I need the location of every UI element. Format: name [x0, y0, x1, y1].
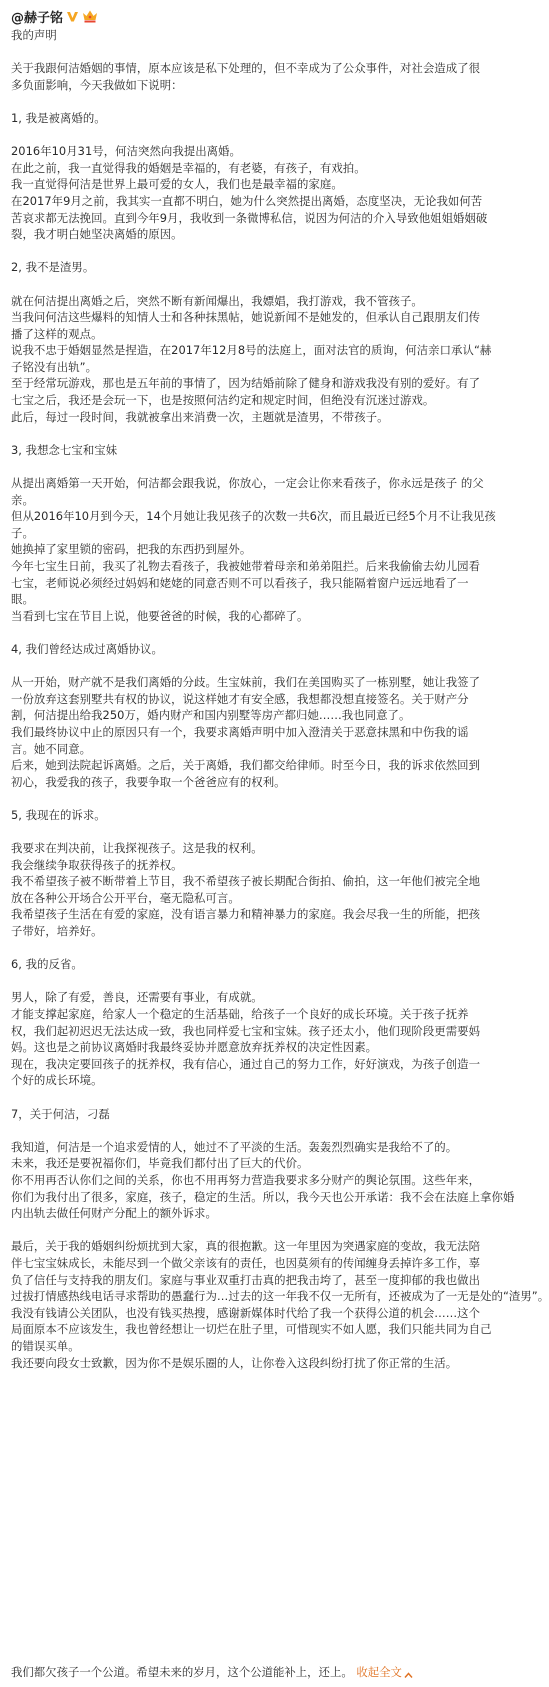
- text-line: 我要求在判决前，让我探视孩子。这是我的权利。: [11, 841, 263, 856]
- text-line: 你不用再否认你们之间的关系，你也不用再努力营造我要求多分财产的舆论氛围。这些年来，: [11, 1172, 481, 1187]
- text-line: 的错误买单。: [11, 1338, 80, 1353]
- section-heading: 1, 我是被离婚的。: [11, 110, 106, 125]
- text-line: 放在各种公开场合公开平台，毫无隐私可言。: [11, 890, 240, 905]
- collapse-label: 收起全文: [356, 1665, 402, 1679]
- text-line: 至于经常玩游戏，那也是五年前的事情了，因为结婚前除了健身和游戏我没有别的爱好。有了: [11, 376, 481, 391]
- section-heading: 7，关于何洁，刁磊: [11, 1106, 110, 1121]
- section-3: [11, 442, 496, 625]
- post-header: [11, 5, 490, 27]
- text-line: 伴七宝宝妹成长，未能尽到一个做父亲该有的责任，也因莫须有的传闻缠身丢掉许多工作，辜: [11, 1255, 481, 1270]
- text-line: 我知道，何洁是一个追求爱情的人，她过不了平淡的生活。轰轰烈烈确实是我给不了的。: [11, 1139, 458, 1154]
- vip-crown-icon: [82, 9, 98, 23]
- text-line: 一份放弃这套别墅共有权的协议，说这样她才有安全感，我想都没想直接签名。关于财产分: [11, 691, 469, 706]
- text-line: 权，我们起初迟迟无法达成一致，我也同样爱七宝和宝妹。孩子还太小，他们现阶段更需要妈: [11, 1023, 481, 1038]
- text-line: 局面原本不应该发生，我也曾经想让一切烂在肚子里，可惜现实不如人愿，我们只能共同为自己: [11, 1322, 492, 1337]
- text-line: 多负面影响，今天我做如下说明：: [11, 77, 183, 92]
- text-line: 在2017年9月之前，我其实一直都不明白，她为什么突然提出离婚，态度坚决，无论我如何苦: [11, 193, 483, 208]
- last-line-text: 我们都欠孩子一个公道。希望未来的岁月，这个公道能补上，还上。: [11, 1665, 353, 1679]
- text-line: 我没有钱请公关团队，也没有钱买热搜，感谢新媒体时代给了我一个获得公道的机会……这个: [11, 1305, 481, 1320]
- text-line: 子带好，培养好。: [11, 924, 103, 939]
- post-body: [11, 27, 549, 1371]
- section-heading: 5, 我现在的诉求。: [11, 807, 106, 822]
- text-line: 苦哀求都无法挽回。直到今年9月，我收到一条微博私信，说因为何洁的介入导致他姐姐婚姻破: [11, 210, 488, 225]
- section-heading: 4, 我们曾经达成过离婚协议。: [11, 641, 163, 656]
- text-line: 就在何洁提出离婚之后，突然不断有新闻爆出，我嫖娼，我打游戏，我不管孩子。: [11, 293, 423, 308]
- text-line: 七宝，老师说必须经过妈妈和姥姥的同意否则不可以看孩子，我只能隔着窗户远远地看了一: [11, 575, 469, 590]
- text-line: 初心，我爱我的孩子，我要争取一个爸爸应有的权利。: [11, 774, 286, 789]
- text-line: 七宝之后，我还是会玩一下，也是按照何洁约定和规定时间，但绝没有沉迷过游戏。: [11, 393, 435, 408]
- chevron-up-icon: [404, 1668, 413, 1677]
- section-heading: 2, 我不是渣男。: [11, 260, 95, 275]
- text-line: 个好的成长环境。: [11, 1073, 103, 1088]
- text-line: 关于我跟何洁婚姻的事情，原本应该是私下处理的，但不幸成为了公众事件，对社会造成了很: [11, 61, 481, 76]
- text-line: 现在，我决定要回孩子的抚养权，我有信心，通过自己的努力工作，好好演戏，为孩子创造一: [11, 1056, 481, 1071]
- section-heading: 6, 我的反省。: [11, 957, 83, 972]
- text-line: 今年七宝生日前，我买了礼物去看孩子，我被她带着母亲和弟弟阻拦。后来我偷偷去幼儿园看: [11, 559, 481, 573]
- author-name[interactable]: @赫子铭: [11, 10, 64, 26]
- text-line: 子铭没有出轨”。: [11, 359, 98, 374]
- last-line: [11, 1664, 491, 1680]
- text-line: 男人，除了有爱，善良，还需要有事业，有成就。: [11, 990, 263, 1005]
- intro-paragraph: [11, 60, 490, 93]
- text-line: 此后，每过一段时间，我就被拿出来消费一次，主题就是渣男，不带孩子。: [11, 409, 389, 424]
- text-line: 后来，她到法院起诉离婚。之后，关于离婚，我们都交给律师。时至今日，我的诉求依然回到: [11, 758, 481, 773]
- text-line: 负了信任与支持我的朋友们。家庭与事业双重打击真的把我击垮了，甚至一度抑郁的我也做出: [11, 1272, 481, 1287]
- text-line: 播了这样的观点。: [11, 326, 103, 341]
- text-line: 说我不忠于婚姻显然是捏造，在2017年12月8号的法庭上，面对法官的质询，何洁亲口承认“赫: [11, 343, 492, 358]
- section-heading: 3, 我想念七宝和宝妹: [11, 442, 118, 457]
- text-line: 她换掉了家里锁的密码，把我的东西扔到屋外。: [11, 542, 252, 557]
- text-line: 2016年10月31号，何洁突然向我提出离婚。: [11, 144, 241, 159]
- section-4: [11, 641, 490, 790]
- text-line: 才能支撑起家庭，给家人一个稳定的生活基础，给孩子一个良好的成长环境。关于孩子抚养: [11, 1007, 469, 1022]
- text-line: 从一开始，财产就不是我们离婚的分歧。生宝妹前，我们在美国购买了一栋别墅，她让我签了: [11, 675, 481, 690]
- section-1: [11, 110, 490, 243]
- text-line: 最后，关于我的婚姻纠纷烦扰到大家，真的很抱歉。这一年里因为突遇家庭的变故，我无法陪: [11, 1239, 481, 1254]
- text-line: 当看到七宝在节目上说，他要爸爸的时候，我的心都碎了。: [11, 608, 309, 623]
- section-6: [11, 956, 490, 1089]
- text-line: 我们最终协议中止的原因只有一个，我要求离婚声明中加入澄清关于恶意抹黑和中伤我的谣: [11, 724, 469, 739]
- text-line: 我不希望孩子被不断带着上节目，我不希望孩子被长期配合街拍、偷拍，这一年他们被完全地: [11, 874, 481, 889]
- collapse-full-text-link[interactable]: [356, 1665, 413, 1679]
- text-line: 当我问何洁这些爆料的知情人士和各种抹黑帖，她说新闻不是她发的，但承认自己跟朋友们传: [11, 310, 481, 325]
- closing-paragraph: [11, 1238, 549, 1371]
- text-line: 从提出离婚第一天开始，何洁都会跟我说，你放心，一定会让你来看孩子，你永远是孩子 的父: [11, 476, 484, 491]
- text-line: 你们为我付出了很多，家庭，孩子，稳定的生活。所以，我今天也公开承诺：我不会在法庭上拿你婚: [11, 1189, 515, 1204]
- verified-v-icon: [66, 10, 79, 23]
- section-2: [11, 259, 490, 425]
- text-line: 在此之前，我一直觉得我的婚姻是幸福的，有老婆，有孩子，有戏拍。: [11, 160, 366, 175]
- text-line: 我会继续争取获得孩子的抚养权。: [11, 857, 183, 872]
- text-line: 但从2016年10月到今天，14个月她让我见孩子的次数一共6次，而且最近已经5个月不让我见孩: [11, 509, 496, 524]
- text-line: 亲。: [11, 492, 34, 507]
- text-line: 妈。这也是之前协议离婚时我最终妥协并愿意放弃抚养权的决定性因素。: [11, 1040, 378, 1055]
- text-line: 裂，我才明白她坚决离婚的原因。: [11, 227, 183, 242]
- text-line: 过拔打情感热线电话寻求帮助的愚蠢行为…过去的这一年我不仅一无所有，还被成为了一无是处的“渣男”。: [11, 1289, 549, 1304]
- text-line: 言。她不同意。: [11, 741, 92, 756]
- text-line: 眼。: [11, 592, 34, 607]
- text-line: 未来，我还是要祝福你们，毕竟我们都付出了巨大的代价。: [11, 1156, 309, 1171]
- text-line: 子。: [11, 525, 34, 540]
- text-line: 内出轨去做任何财产分配上的额外诉求。: [11, 1206, 217, 1221]
- section-5: [11, 807, 490, 940]
- text-line: 割，何洁提出给我250万，婚内财产和国内别墅等房产都归她……我也同意了。: [11, 708, 411, 723]
- section-7: [11, 1106, 515, 1222]
- text-line: 我还要向段女士致歉，因为你不是娱乐圈的人，让你卷入这段纠纷打扰了你正常的生活。: [11, 1355, 458, 1370]
- text-line: 我一直觉得何洁是世界上最可爱的女人，我们也是最幸福的家庭。: [11, 177, 343, 192]
- post-title: 我的声明: [11, 28, 57, 42]
- text-line: 我希望孩子生活在有爱的家庭，没有语言暴力和精神暴力的家庭。我会尽我一生的所能，把孩: [11, 907, 481, 922]
